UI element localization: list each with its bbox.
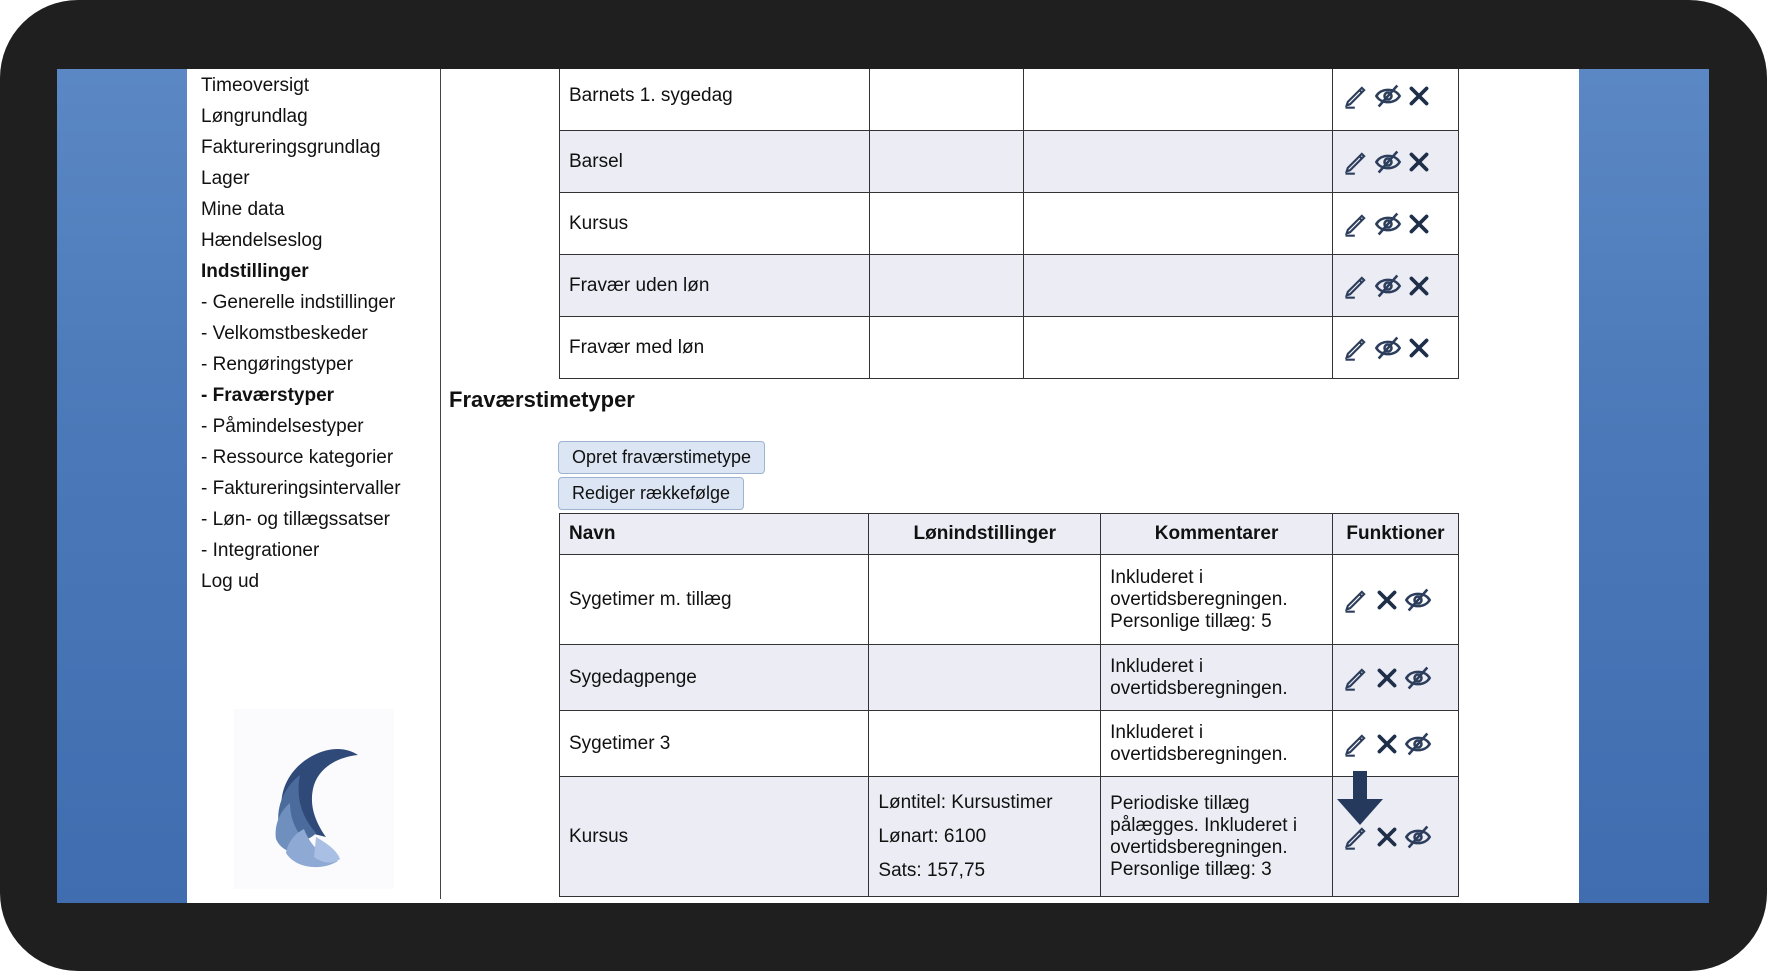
- delete-icon[interactable]: [1406, 83, 1432, 109]
- hide-icon[interactable]: [1404, 730, 1432, 758]
- row-actions: [1333, 711, 1459, 777]
- nav-integrationer[interactable]: - Integrationer: [201, 540, 320, 561]
- arrow-down-icon: [1337, 771, 1383, 827]
- hour-type-name: Sygetimer 3: [560, 711, 869, 777]
- hide-icon[interactable]: [1374, 272, 1402, 300]
- nav-log-ud[interactable]: Log ud: [201, 571, 260, 592]
- column-header-name[interactable]: Navn: [560, 514, 869, 555]
- pencil-icon[interactable]: [1342, 586, 1370, 614]
- nav-loengrundlag[interactable]: Løngrundlag: [201, 106, 308, 127]
- salary-settings: [869, 555, 1101, 645]
- main-content: [441, 69, 1579, 903]
- column-header-salary[interactable]: Lønindstillinger: [869, 514, 1101, 555]
- row-actions: [1332, 69, 1458, 131]
- table-row: [560, 69, 1459, 131]
- absence-hours-table: [559, 513, 1459, 897]
- nav-loen-og-tillaegssatser[interactable]: - Løn- og tillægssatser: [201, 509, 391, 530]
- nav-ressource-kategorier[interactable]: - Ressource kategorier: [201, 447, 394, 468]
- hour-type-name: Kursus: [560, 777, 869, 897]
- table-row: [560, 777, 1459, 897]
- nav-paamindelsestyper[interactable]: - Påmindelsestyper: [201, 416, 364, 437]
- table-row: [560, 555, 1459, 645]
- sidebar: [187, 69, 441, 899]
- hide-icon[interactable]: [1374, 210, 1402, 238]
- row-actions: [1333, 555, 1459, 645]
- absence-type-name: Barsel: [560, 131, 870, 193]
- pencil-icon[interactable]: [1342, 148, 1370, 176]
- column-header-functions: Funktioner: [1333, 514, 1459, 555]
- pencil-icon[interactable]: [1342, 334, 1370, 362]
- absence-type-name: Barnets 1. sygedag: [560, 69, 870, 131]
- hide-icon[interactable]: [1374, 148, 1402, 176]
- pencil-icon[interactable]: [1342, 272, 1370, 300]
- delete-icon[interactable]: [1374, 665, 1400, 691]
- table-row: [560, 645, 1459, 711]
- hour-type-name: Sygedagpenge: [560, 645, 869, 711]
- create-absence-hour-type-button[interactable]: Opret fraværstimetype: [558, 441, 765, 474]
- delete-icon[interactable]: [1374, 824, 1400, 850]
- pencil-icon[interactable]: [1342, 664, 1370, 692]
- nav-lager[interactable]: Lager: [201, 168, 250, 189]
- row-actions: [1333, 645, 1459, 711]
- comments: Periodiske tillæg pålægges. Inkluderet i overtidsberegningen. Personlige tillæg: 3: [1101, 777, 1333, 897]
- comments: Inkluderet i overtidsberegningen.: [1101, 645, 1333, 711]
- absence-type-name: Kursus: [560, 193, 870, 255]
- nav-indstillinger[interactable]: Indstillinger: [201, 261, 309, 282]
- hour-type-name: Sygetimer m. tillæg: [560, 555, 869, 645]
- pencil-icon[interactable]: [1342, 82, 1370, 110]
- salary-title: Løntitel: Kursustimer: [878, 791, 1053, 813]
- delete-icon[interactable]: [1406, 149, 1432, 175]
- hide-icon[interactable]: [1374, 334, 1402, 362]
- table-row: [560, 255, 1459, 317]
- nav-fravaerstyper[interactable]: - Fraværstyper: [201, 385, 335, 406]
- nav-faktureringsintervaller[interactable]: - Faktureringsintervaller: [201, 478, 401, 499]
- nav-faktureringsgrundlag[interactable]: Faktureringsgrundlag: [201, 137, 381, 158]
- hide-icon[interactable]: [1374, 82, 1402, 110]
- absence-type-name: Fravær uden løn: [560, 255, 870, 317]
- delete-icon[interactable]: [1406, 211, 1432, 237]
- nav-velkomstbeskeder[interactable]: - Velkomstbeskeder: [201, 323, 368, 344]
- table-header-row: [560, 514, 1459, 555]
- pencil-icon[interactable]: [1342, 730, 1370, 758]
- table-row: [560, 711, 1459, 777]
- table-row: [560, 193, 1459, 255]
- company-logo: [234, 709, 394, 889]
- salary-type: Lønart: 6100: [878, 825, 987, 847]
- comments: Inkluderet i overtidsberegningen. Personlige tillæg: 5: [1101, 555, 1333, 645]
- nav-timeoversigt[interactable]: Timeoversigt: [201, 75, 310, 96]
- nav-generelle-indstillinger[interactable]: - Generelle indstillinger: [201, 292, 396, 313]
- nav-mine-data[interactable]: Mine data: [201, 199, 285, 220]
- salary-rate: Sats: 157,75: [878, 859, 986, 881]
- desktop-background: [57, 69, 1709, 903]
- absence-type-name: Fravær med løn: [560, 317, 870, 379]
- column-header-comments[interactable]: Kommentarer: [1101, 514, 1333, 555]
- salary-settings: [869, 711, 1101, 777]
- row-actions: [1332, 317, 1458, 379]
- comments: Inkluderet i overtidsberegningen.: [1101, 711, 1333, 777]
- nav-rengoeringstyper[interactable]: - Rengøringstyper: [201, 354, 354, 375]
- hide-icon[interactable]: [1404, 586, 1432, 614]
- delete-icon[interactable]: [1374, 731, 1400, 757]
- hide-icon[interactable]: [1404, 823, 1432, 851]
- table-row: [560, 131, 1459, 193]
- salary-settings: [869, 645, 1101, 711]
- hide-icon[interactable]: [1404, 664, 1432, 692]
- pencil-icon[interactable]: [1342, 210, 1370, 238]
- delete-icon[interactable]: [1374, 587, 1400, 613]
- row-actions: [1332, 193, 1458, 255]
- row-actions: [1332, 255, 1458, 317]
- nav-haendelseslog[interactable]: Hændelseslog: [201, 230, 323, 251]
- app-panel: [187, 69, 1579, 903]
- row-actions: [1332, 131, 1458, 193]
- section-title: Fraværstimetyper: [449, 387, 635, 412]
- edit-order-button[interactable]: Rediger rækkefølge: [558, 477, 744, 510]
- delete-icon[interactable]: [1406, 335, 1432, 361]
- absence-types-table: [559, 69, 1459, 379]
- salary-settings: [869, 777, 1101, 897]
- table-row: [560, 317, 1459, 379]
- delete-icon[interactable]: [1406, 273, 1432, 299]
